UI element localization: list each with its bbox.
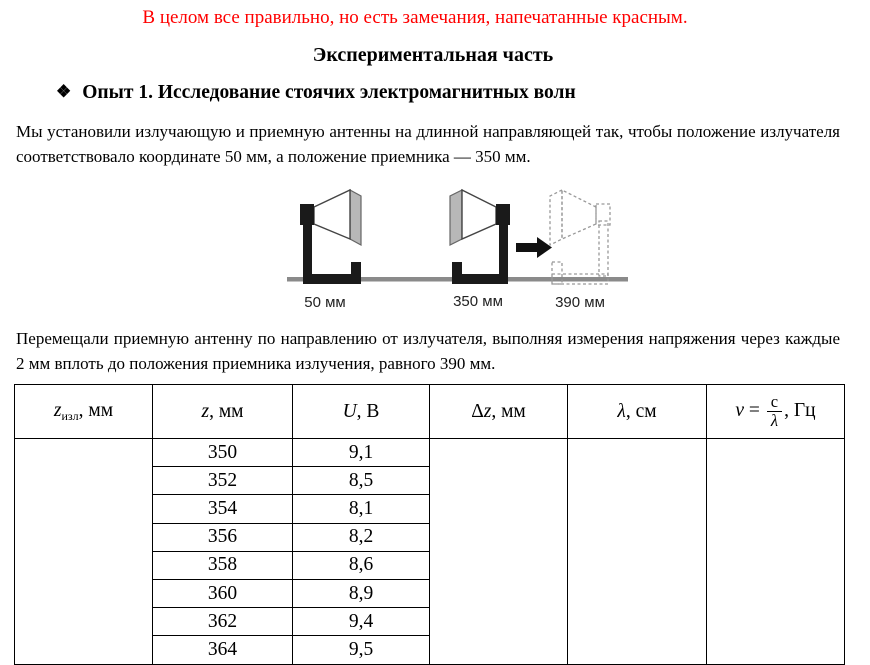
diagram-label-390mm: 390 мм bbox=[555, 294, 605, 311]
diagram-label-350mm: 350 мм bbox=[453, 293, 503, 310]
u-cell: 8,9 bbox=[293, 579, 430, 607]
emitter-horn-side bbox=[350, 190, 361, 245]
z-unit: , мм bbox=[209, 400, 244, 422]
paragraph-setup: Мы установили излучающую и приемную антенны на длинной направляющей так, чтобы положение излучателя соответствовало координате 50 мм, а положение приемника — 350 мм. bbox=[16, 122, 840, 166]
col-z-header bbox=[153, 385, 293, 439]
z-izl-column-cell bbox=[15, 439, 153, 665]
u-cell: 8,5 bbox=[293, 467, 430, 495]
receiver-post bbox=[499, 221, 508, 276]
u-symbol: U bbox=[342, 400, 357, 422]
ghost-receiver-antenna bbox=[550, 190, 610, 284]
u-cell: 9,4 bbox=[293, 608, 430, 636]
col-z-izl-header bbox=[15, 385, 153, 439]
ghost-post bbox=[599, 221, 608, 276]
ghost-horn-front bbox=[562, 190, 596, 239]
equals-sign: = bbox=[748, 399, 760, 421]
lambda-column-cell bbox=[568, 439, 707, 665]
emitter-foot-nub bbox=[351, 262, 361, 284]
fraction-denominator: λ bbox=[770, 411, 779, 430]
z-cell: 354 bbox=[153, 495, 293, 523]
lambda-symbol: λ bbox=[617, 400, 626, 422]
z-cell: 364 bbox=[153, 636, 293, 664]
ghost-horn-side bbox=[550, 190, 562, 245]
diagram-label-50mm: 50 мм bbox=[304, 294, 346, 311]
nu-symbol: ν bbox=[735, 399, 745, 421]
col-lambda-header bbox=[568, 385, 707, 439]
z-subscript: изл bbox=[61, 408, 79, 423]
measurement-table bbox=[14, 384, 845, 665]
z-cell: 356 bbox=[153, 523, 293, 551]
fraction-numerator: c bbox=[767, 393, 782, 412]
nu-unit: , Гц bbox=[784, 399, 816, 421]
u-cell: 8,6 bbox=[293, 551, 430, 579]
u-cell: 9,1 bbox=[293, 439, 430, 467]
section-title: Экспериментальная часть bbox=[312, 44, 554, 66]
z-cell: 360 bbox=[153, 579, 293, 607]
z-symbol: z bbox=[201, 400, 210, 422]
z-cell: 358 bbox=[153, 551, 293, 579]
receiver-foot-nub bbox=[452, 262, 462, 284]
delta-z-unit: , мм bbox=[491, 400, 526, 422]
z-cell: 352 bbox=[153, 467, 293, 495]
receiver-horn-front bbox=[462, 190, 496, 239]
z-symbol: z bbox=[53, 399, 62, 421]
u-cell: 8,2 bbox=[293, 523, 430, 551]
experiment-title: Опыт 1. Исследование стоячих электромагнитных волн bbox=[82, 82, 576, 103]
delta-z-column-cell bbox=[430, 439, 568, 665]
move-arrow-icon bbox=[516, 237, 552, 258]
diamond-bullet-icon: ❖ bbox=[56, 82, 72, 101]
col-delta-z-header bbox=[430, 385, 568, 439]
col-nu-header bbox=[707, 385, 845, 439]
delta-symbol: Δ bbox=[471, 400, 484, 422]
paragraph-procedure: Перемещали приемную антенну по направлению от излучателя, выполняя измерения напряжения через каждые 2 мм вплоть до положения приемника излучения, равного 390 мм. bbox=[16, 329, 840, 373]
emitter-horn-front bbox=[314, 190, 350, 239]
nu-column-cell bbox=[707, 439, 845, 665]
emitter-antenna bbox=[300, 190, 361, 284]
z-symbol: z bbox=[483, 400, 492, 422]
table-row bbox=[15, 439, 845, 467]
u-cell: 9,5 bbox=[293, 636, 430, 664]
z-cell: 362 bbox=[153, 608, 293, 636]
lambda-unit: , см bbox=[625, 400, 657, 422]
emitter-post bbox=[303, 221, 312, 276]
experiment-heading bbox=[56, 82, 576, 104]
c-over-lambda-fraction bbox=[767, 393, 782, 430]
u-cell: 8,1 bbox=[293, 495, 430, 523]
table-header-row bbox=[15, 385, 845, 439]
receiver-mount bbox=[496, 204, 510, 225]
antenna-diagram-svg bbox=[280, 181, 632, 314]
u-unit: , В bbox=[356, 400, 380, 422]
z-izl-unit: , мм bbox=[78, 399, 114, 421]
col-u-header bbox=[293, 385, 430, 439]
receiver-horn-side bbox=[450, 190, 462, 245]
setup-diagram bbox=[280, 181, 632, 314]
emitter-mount bbox=[300, 204, 314, 225]
receiver-antenna bbox=[450, 190, 510, 284]
ghost-mount bbox=[596, 204, 610, 225]
z-cell: 350 bbox=[153, 439, 293, 467]
reviewer-note: В целом все правильно, но есть замечания, напечатанные красным. bbox=[142, 7, 688, 28]
